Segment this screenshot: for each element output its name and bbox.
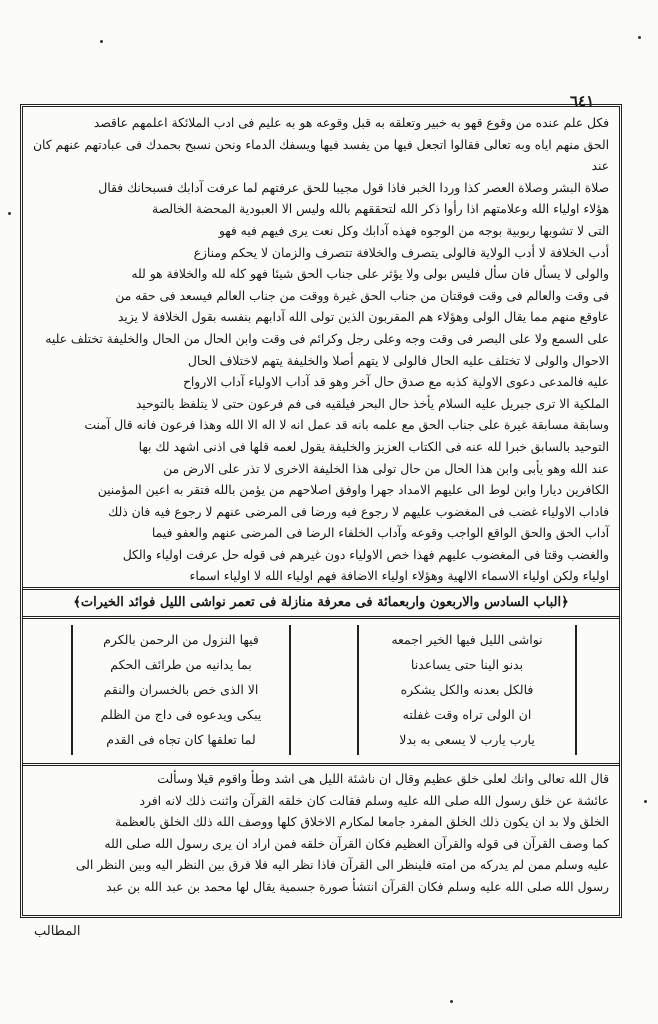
text-line: عائشة عن خلق رسول الله صلى الله عليه وسلم فقالت كان خلقه القرآن واثنت ذلك لانه افرد [139,793,609,808]
text-line: اولياء ولكن اولياء الاسماء الالهية وهؤلاء اولياء الاضافة فهم اولياء الله لا اولياء اسماء [189,569,609,583]
text-frame [20,104,622,918]
heading-rule-bottom [23,616,619,619]
poem-verse: بدنو الينا حتى يساعدنا [410,657,524,672]
text-line: قال الله تعالى وانك لعلى خلق عظيم وقال ان ناشئة الليل هى اشد وطأ واقوم قيلا وسألت [157,772,609,786]
text-line: فاداب الاولياء غضب فى المغضوب عليهم لا رجوع فيه ورضا فى المرضى عنهم لا رجوع فيه فان ذلك [108,504,609,519]
text-line: رسول الله صلى الله عليه وسلم فكان القرآن انتشأ صورة جسمية يقال لها محمد بن عبد الله بن عبد [106,879,609,894]
heading-rule-top [23,587,619,590]
text-line: الحق منهم اياه وبه تعالى فقالوا اتجعل فيها من يفسد فيها ويسفك الدماء ونحن نسبح بحمدك فى عبادتهم عنهم كان عند [33,137,609,174]
poem-column-left [71,625,291,755]
closing-text-block [23,769,619,917]
poem-verse: فالكل بعدنه والكل يشكره [400,682,534,697]
paper-speck [100,40,103,43]
text-line: آداب الحق والحق الواقع الواجب وقوعه وآداب الخلفاء الرضا فى المرضى عنهم والعفو فيما [151,526,609,541]
catchword: المطالب [34,924,81,939]
text-line: والغضب وقتا فى المغضوب عليهم فهذا خص الاولياء دون غيرهم فى قوله حل عرفت اولياء والكل [122,547,609,562]
text-line: عليه فالمدعى دعوى الاولية كذبه مع صدق حال آخر وهو قد آداب الاولياء آداب الارواح [182,375,609,390]
text-line: التى لا تشوبها ربوبية بوجه من الوجوه فهذه آدابك وكل نعت يرى فيهم فيه فهو [218,223,609,238]
page-number: ٦٤١ [570,92,595,110]
text-line: صلاة البشر وصلاة العصر كذا وردا الخبر فاذا قول مجيبا للحق عرفتهم لما عرفت آدابك فسبحانك فقال [98,180,609,195]
paper-speck [638,36,641,39]
main-text-block [23,113,619,583]
poem-verse: الا الذى خص بالخسران والنقم [103,682,259,697]
poem-verse: ان الولى تراه وقت غفلته [402,707,532,722]
text-line: وسابقة مسابقة غيرة على جناب الحق مع علمه بانه قد عمل انه لا اله الا الله وهذا فرعون فانه قال آمنت [84,418,609,433]
chapter-heading: ﴿الباب السادس والاربعون واربعمائة فى معرفة منازلة فى تعمر نواشى الليل فوائد الخيرات﴾ [73,595,569,610]
poem-verse: بما يدانيه من طرائف الحكم [110,657,252,672]
poem-column-right [357,625,577,755]
text-line: عليه وسلم ممن لم يدركه من امته فلينظر الى القرآن فاذا نظر اليه فلا فرق بين النظر اليه وبين النظر الى [75,858,609,873]
poem-verse: لما تعلقها كان تجاه فى القدم [106,732,256,747]
text-line: عاوقع منهم مما يقال الولى وهؤلاء هم المقربون الذين تولى الله آدابهم بنفسه بقول الخلافة لا يزيد [117,310,609,325]
text-line: الاحوال والولى لا تختلف عليه الحال فالولى لا يتهم أصلا والخليفة يتهم لاختلاف الحال [187,353,609,368]
section-rule [23,763,619,766]
text-line: على السمع ولا على البصر فى وقت وجه وعلى رجل وكرائم فى وقت وابن الحال من الحال والخليفة تختلف عليه [45,331,609,346]
text-line: التوحيد بالسابق خبرا لله عنه فى الكتاب العزيز والخليفة يقول لعمه قلها فى اذنى اشهد لك بها [138,439,609,454]
paper-speck [450,1000,453,1003]
text-line: الخلق ولا بد ان يكون ذلك الخلق المفرد جامعا لمكارم الاخلاق كلها ووصف الله ذلك الخلق بالعظمة [115,815,609,830]
poem-verse: فيها النزول من الرحمن بالكرم [103,632,259,647]
paper-speck [644,800,647,803]
text-line: فى وقت والعالم فى وقت فوقتان من جناب الحق غيرة ووقت من جناب العالم فيسعد فى حقه من [115,288,609,303]
text-line: والولى لا يسأل فان سأل فليس بولى ولا يؤثر على جناب الحق شيئا فهو كله لله والخلافة هو لله [131,267,609,282]
text-line: هؤلاء اولياء الله وعلامتهم اذا رأوا ذكر الله لتحققهم بالله وليس الا العبودية المحضة الخالصة [152,202,609,217]
text-line: أدب الخلافة لا أدب الولاية فالولى يتصرف والخلافة تتصرف والزمان لا يحكم ومنازع [193,245,609,260]
text-line: الملكية الا ترى جبريل عليه السلام يأخذ حال البحر فيلقيه فى فم فرعون حتى لا يتلفظ بالتوحيد [135,396,609,411]
text-line: عند الله وهو يأبى وابن هذا الحال من حال تولى هذا الخليفة الاخرى لا تذر على الارض من [163,461,609,476]
poem-verse: يارب يارب لا يسعى به بدلا [399,732,535,747]
paper-speck [8,212,11,215]
poem-verse: يبكى ويدعوه فى داج من الظلم [100,707,262,722]
text-line: كما وصف القرآن فى قوله والقرآن العظيم فكان القرآن خلقه فمن اراد ان يرى رسول الله صلى الله [104,836,609,851]
text-line: الكافرين ديارا وابن لوط الى عليهم الامداد جهرا واوفق اصلاحهم من يؤمن بالله فتقر به اعين المؤمنين [97,483,609,498]
text-line: فكل علم عنده من وقوع قهو به خبير وتعلقه به قبل وقوعه هو به عليم فى ادب الملائكة اعلمهم عاقصد [93,116,609,130]
poem-verse: نواشى الليل فيها الخير اجمعه [391,632,543,647]
